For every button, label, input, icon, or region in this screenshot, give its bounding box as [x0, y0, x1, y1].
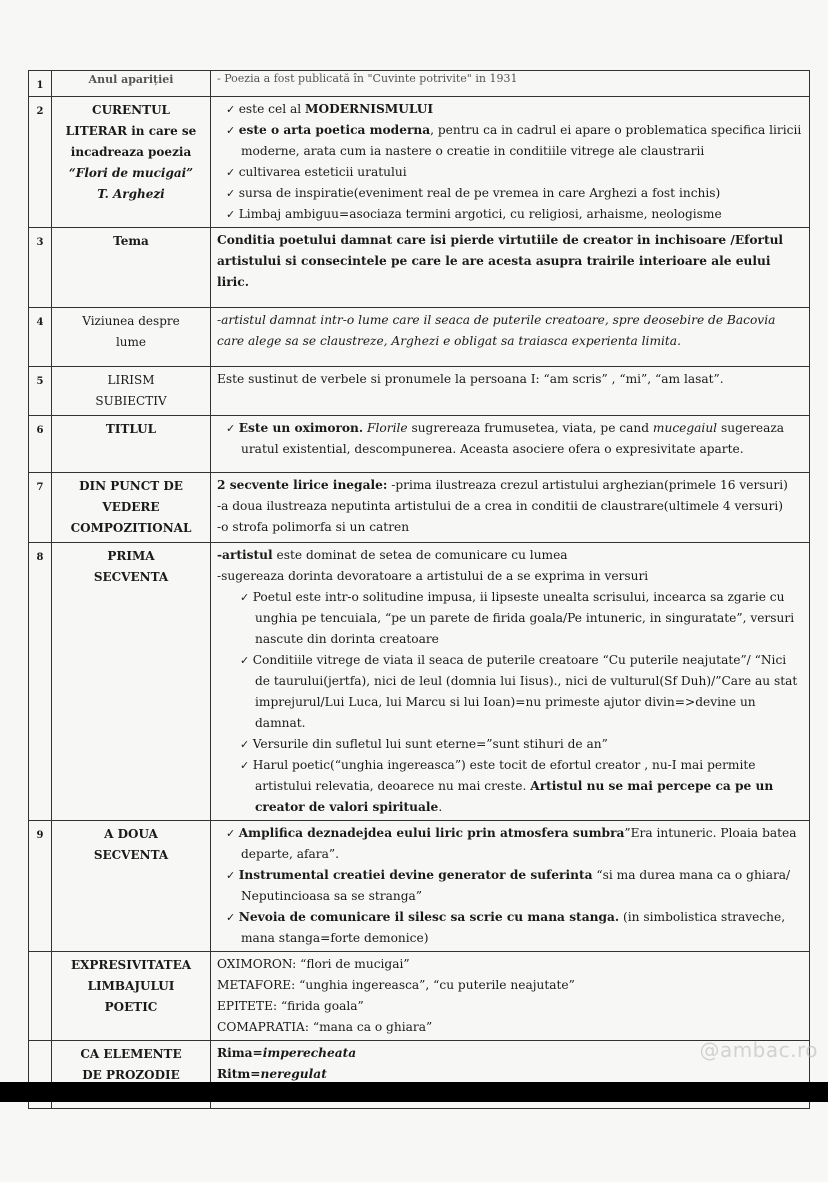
row-label: Tema — [52, 228, 211, 308]
check-item: ✓ Versurile din sufletul lui sunt eterne=”sunt stihuri de an” — [231, 734, 803, 755]
table-row — [29, 367, 810, 416]
check-item: ✓ Amplifica deznadejdea eului liric prin atmosfera sumbra”Era intuneric. Ploaia batea departe, afara”. — [217, 823, 803, 865]
watermark-text: @ambac.ro — [699, 1038, 818, 1062]
check-item: ✓ Instrumental creatiei devine generator de suferinta “si ma durea mana ca o ghiara/ Neputincioasa sa se stranga” — [217, 865, 803, 907]
row-label: Anul apariției — [52, 71, 211, 97]
table-row — [29, 473, 810, 543]
row-label: EXPRESIVITATEA LIMBAJULUI POETIC — [52, 952, 211, 1041]
row-number: 2 — [29, 97, 52, 228]
row-number: 3 — [29, 228, 52, 308]
row-label: LIRISM SUBIECTIV — [52, 367, 211, 416]
row-label: CA ELEMENTE DE PROZODIE — [52, 1041, 211, 1109]
check-item: ✓ este o arta poetica moderna, pentru ca in cadrul ei apare o problematica specifica liricii moderne, arata cum ia nastere o creatie in conditiile vitrege ale claustrarii — [217, 120, 803, 162]
row-label: PRIMA SECVENTA — [52, 543, 211, 821]
row-number: 4 — [29, 308, 52, 367]
check-item: ✓ sursa de inspiratie(eveniment real de pe vremea in care Arghezi a fost inchis) — [217, 183, 803, 204]
row-content: Rima=imperecheata Ritm=neregulat — [211, 1041, 810, 1109]
table-row — [29, 821, 810, 952]
check-item: ✓ Poetul este intr-o solitudine impusa, ii lipseste unealta scrisului, incearca sa zgarie cu unghia pe tencuiala, “pe un parete de firida goala/Pe intuneric, in singuratate”, versuri nascute din dorinta creatoare — [231, 587, 803, 650]
literary-analysis-table — [28, 70, 810, 1109]
row-label: Viziunea despre lume — [52, 308, 211, 367]
table-row — [29, 416, 810, 473]
row-content: -artistul este dominat de setea de comunicare cu lumea -sugereaza dorinta devoratoare a artistului de a se exprima in versuri ✓ Poetul este intr-o solitudine impusa, ii lipseste unealta scrisului, incearca sa zgarie cu unghia pe tencuiala, “pe un parete de firida goala/Pe intuneric, in singuratate”, versuri nascute din dorinta creatoare ✓ Conditiile vitrege de viata il seaca de puterile creatoare “Cu puterile neajutate”/ “Nici de taurului(jertfa), nici de leul (domnia lui Iisus)., nici de vulturul(Sf Duh)/”Care au stat imprejurul/Lui Luca, lui Marcu si lui Ioan)=nu primeste ajutor divin=>devine un damnat. ✓ Versurile din sufletul lui sunt eterne=”sunt stihuri de an” ✓ Harul poetic(“unghia ingereasca”) este tocit de efortul creator , nu-I mai permite artistului relevatia, deoarece nu mai creste. Artistul nu se mai percepe ca pe un creator de valori spirituale. — [211, 543, 810, 821]
table-row-cut — [29, 71, 810, 97]
row-content: 2 secvente lirice inegale: -prima ilustreaza crezul artistului arghezian(primele 16 versuri) -a doua ilustreaza neputinta artistului de a crea in conditii de claustrare(ultimele 4 versuri) -o strofa polimorfa si un catren — [211, 473, 810, 543]
check-item: ✓ Harul poetic(“unghia ingereasca”) este tocit de efortul creator , nu-I mai permite artistului relevatia, deoarece nu mai creste. Artistul nu se mai percepe ca pe un creator de valori spirituale. — [231, 755, 803, 818]
check-item: ✓ Conditiile vitrege de viata il seaca de puterile creatoare “Cu puterile neajutate”/ “Nici de taurului(jertfa), nici de leul (domnia lui Iisus)., nici de vulturul(Sf Duh)/”Care au stat imprejurul/Lui Luca, lui Marcu si lui Ioan)=nu primeste ajutor divin=>devine un damnat. — [231, 650, 803, 734]
row-number: 8 — [29, 543, 52, 821]
row-number: 1 — [29, 71, 52, 97]
table-row — [29, 543, 810, 821]
row-content: Este sustinut de verbele si pronumele la persoana I: “am scris” , “mi”, “am lasat”. — [211, 367, 810, 416]
bottom-bar — [0, 1082, 828, 1102]
check-item: ✓ Nevoia de comunicare il silesc sa scrie cu mana stanga. (in simbolistica straveche, mana stanga=forte demonice) — [217, 907, 803, 949]
row-number: 6 — [29, 416, 52, 473]
row-label: DIN PUNCT DE VEDERE COMPOZITIONAL — [52, 473, 211, 543]
row-content: - Poezia a fost publicată în "Cuvinte potrivite" in 1931 — [211, 71, 810, 97]
row-label: A DOUA SECVENTA — [52, 821, 211, 952]
row-content — [211, 821, 810, 952]
row-number: 5 — [29, 367, 52, 416]
row-number: 7 — [29, 473, 52, 543]
table-row — [29, 97, 810, 228]
row-content: Conditia poetului damnat care isi pierde virtutiile de creator in inchisoare /Efortul artistului si consecintele pe care le are acesta asupra trairile interioare ale eului liric. — [211, 228, 810, 308]
table-row — [29, 308, 810, 367]
row-content — [211, 416, 810, 473]
check-item: ✓ Limbaj ambiguu=asociaza termini argotici, cu religiosi, arhaisme, neologisme — [217, 204, 803, 225]
table-row — [29, 952, 810, 1041]
table-row — [29, 228, 810, 308]
row-content: -artistul damnat intr-o lume care il seaca de puterile creatoare, spre deosebire de Bacovia care alege sa se claustreze, Arghezi e obligat sa traiasca experienta limita. — [211, 308, 810, 367]
row-content — [211, 97, 810, 228]
row-content: OXIMORON: “flori de mucigai” METAFORE: “unghia ingereasca”, “cu puterile neajutate” EPITETE: “firida goala” COMAPRATIA: “mana ca o ghiara” — [211, 952, 810, 1041]
row-number: 9 — [29, 821, 52, 952]
row-label: CURENTUL LITERAR in care se incadreaza poezia “Flori de mucigai” T. Arghezi — [52, 97, 211, 228]
check-item: ✓ cultivarea esteticii uratului — [217, 162, 803, 183]
row-number — [29, 952, 52, 1041]
check-item: ✓ este cel al MODERNISMULUI — [217, 99, 803, 120]
row-label: TITLUL — [52, 416, 211, 473]
check-item: ✓ Este un oximoron. Florile sugrereaza frumusetea, viata, pe cand mucegaiul sugereaza uratul existential, descompunerea. Aceasta asociere ofera o expresivitate aparte. — [217, 418, 803, 460]
